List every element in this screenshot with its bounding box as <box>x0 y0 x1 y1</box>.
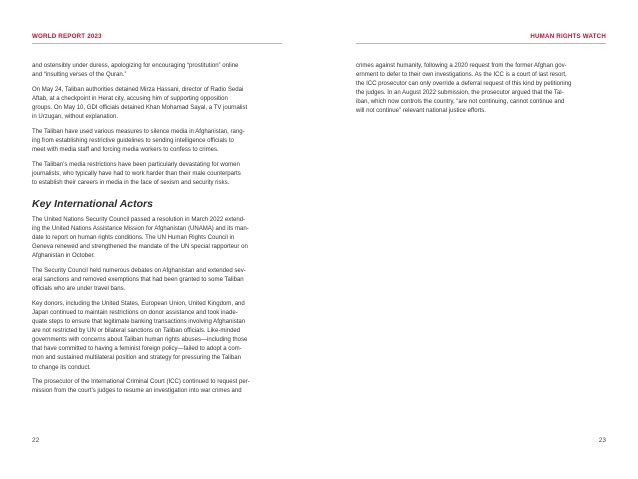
paragraph: The Taliban’s media restrictions have been particularly devastating for women journalists, who typically have had to work harder than their male counterparts to establish their careers in media in the face of sexism and security risks. <box>32 161 241 186</box>
paragraph: The Taliban have used various measures to silence media in Afghanistan, rang- ing from establishing restrictive guidelines to sending intelligence officials to meet with media staff and forcing media workers to confess to crimes. <box>32 128 245 153</box>
running-header-right: HUMAN RIGHTS WATCH <box>530 33 606 40</box>
paragraph: On May 24, Taliban authorities detained Mirza Hassani, director of Radio Sedai Aftab, at a checkpoint in Herat city, accusing him of supporting opposition groups. On May 10, GDI officials detained Khan Mohamad Sayal, a TV journalist in Urzugan, without explanation. <box>32 86 248 121</box>
right-text-column <box>356 62 608 122</box>
page-number-right: 23 <box>598 437 606 444</box>
paragraph: Key donors, including the United States, European Union, United Kingdom, and Japan continued to maintain restrictions on donor assistance and took inade- quate steps to ensure that legitimate banking transactions involving Afghanistan are not restricted by UN or bilateral sanctions on Taliban officials. Like-minded governments with concerns about Taliban human rights abuses—including those that have committed to having a feminist foreign policy—failed to adopt a com- mon and sustained multilateral position and strategy for pressuring the Taliban to change its conduct. <box>32 300 248 371</box>
right-page <box>319 0 638 479</box>
header-rule-left <box>32 43 282 44</box>
left-text-column <box>32 62 284 402</box>
paragraph: The prosecutor of the International Criminal Court (ICC) continued to request per- mission from the court’s judges to resume an investigation into war crimes and <box>32 379 250 395</box>
page-number-left: 22 <box>32 437 40 444</box>
running-header-left: WORLD REPORT 2023 <box>32 33 102 40</box>
section-heading: Key International Actors <box>32 197 153 210</box>
header-rule-right <box>356 43 606 44</box>
paragraph: crimes against humanity, following a 2020 request from the former Afghan gov- ernment to defer to their own investigations. As the ICC is a court of last resort, the ICC prosecutor can only override a deferral request of this kind by petitioning the judges. In an August 2022 submission, the prosecutor argued that the Tal- iban, which now controls the country, “are not continuing, cannot continue and will not continue” relevant national justice efforts. <box>356 63 572 115</box>
paragraph: and ostensibly under duress, apologizing for encouraging “prostitution” online and “insulting verses of the Quran.” <box>32 63 239 79</box>
paragraph: The United Nations Security Council passed a resolution in March 2022 extend- ing the United Nations Assistance Mission for Afghanistan (UNAMA) and its man- date to report on human rights conditions. The UN Human Rights Council in Geneva renewed and strengthened the mandate of the UN special rapporteur on Afghanistan in October. <box>32 216 249 260</box>
paragraph: The Security Council held numerous debates on Afghanistan and extended sev- eral sanctions and removed exemptions that had been granted to some Taliban officials who are under travel bans. <box>32 267 246 293</box>
